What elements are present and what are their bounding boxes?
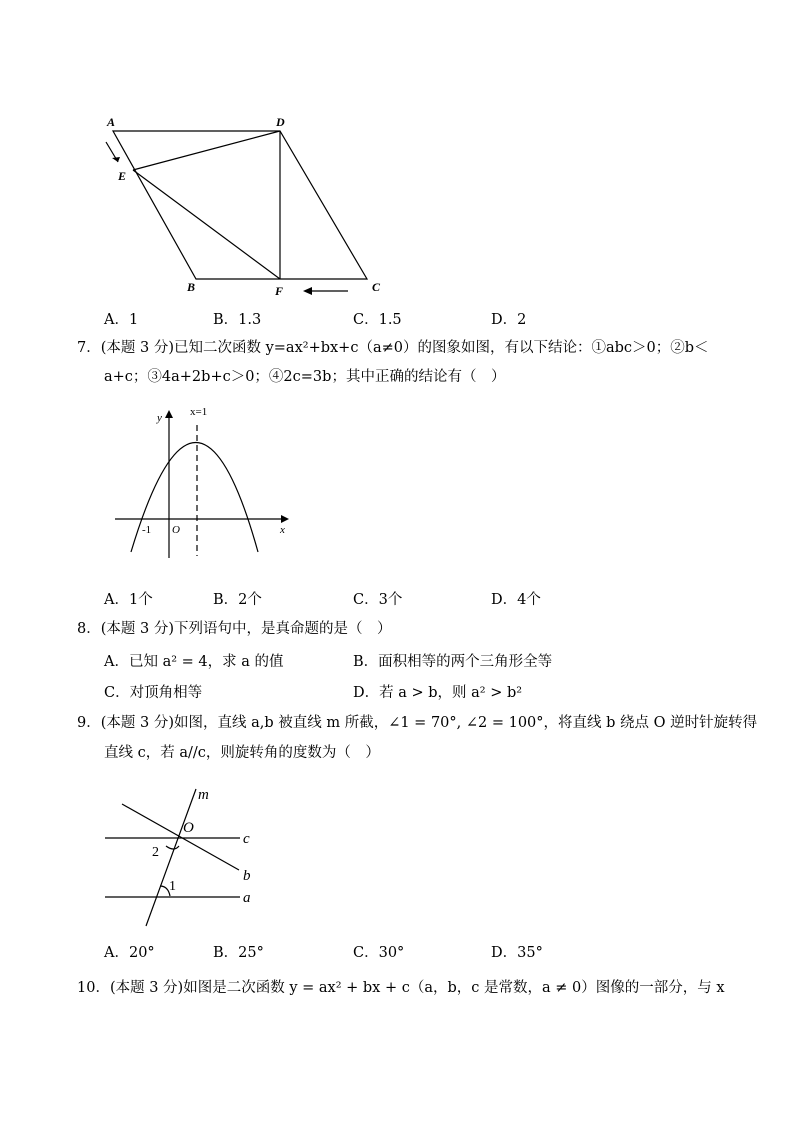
arrowhead-e: [112, 157, 120, 162]
q7-option-a[interactable]: A．1个: [104, 592, 153, 608]
q9-parallel-lines-figure: [100, 783, 265, 928]
q9-stem-line1: 9．(本题 3 分)如图，直线 a,b 被直线 m 所截，∠1 = 70°, ∠2 = 100°，将直线 b 绕点 O 逆时针旋转得: [77, 715, 758, 731]
origin-label: O: [172, 524, 180, 536]
q8-option-c[interactable]: C．对顶角相等: [104, 685, 203, 701]
q9-option-d[interactable]: D．35°: [491, 945, 543, 961]
segment-ef: [133, 170, 280, 279]
q8-stem: 8．(本题 3 分)下列语句中，是真命题的是（ ）: [77, 621, 392, 637]
q9-option-c[interactable]: C．30°: [353, 945, 405, 961]
label-a: a: [243, 890, 251, 906]
q9-option-a[interactable]: A．20°: [104, 945, 155, 961]
q7-stem-line2: a+c；③4a+2b+c＞0；④2c=3b；其中正确的结论有（ ）: [104, 369, 506, 385]
label-c: c: [243, 831, 250, 847]
q9-stem-line2: 直线 c，若 a//c，则旋转角的度数为（ ）: [104, 745, 380, 761]
label-angle-2: 2: [152, 845, 159, 860]
label-A: A: [107, 115, 116, 129]
q6-option-d[interactable]: D．2: [491, 312, 527, 328]
angle-2-arc: [166, 846, 179, 849]
label-m: m: [198, 787, 209, 803]
parallelogram-abcd: [113, 131, 367, 279]
label-E: E: [118, 169, 127, 183]
segment-ed: [133, 131, 280, 170]
label-B: B: [187, 280, 196, 294]
q8-option-d[interactable]: D．若 a > b，则 a² > b²: [353, 685, 523, 701]
x-axis-arrowhead: [281, 515, 289, 523]
q7-option-b[interactable]: B．2个: [213, 592, 262, 608]
q6-option-b[interactable]: B．1.3: [213, 312, 262, 328]
q9-option-b[interactable]: B．25°: [213, 945, 264, 961]
label-angle-1: 1: [169, 879, 176, 894]
q7-option-c[interactable]: C．3个: [353, 592, 403, 608]
label-C: C: [372, 280, 381, 294]
q7-parabola-graph: [110, 405, 295, 565]
label-O: O: [183, 820, 194, 836]
q8-option-a[interactable]: A．已知 a² = 4，求 a 的值: [104, 654, 284, 670]
arrowhead-f: [303, 287, 312, 295]
y-axis-label: y: [157, 412, 162, 424]
label-b: b: [243, 868, 251, 884]
line-b: [122, 804, 239, 870]
q10-stem: 10．(本题 3 分)如图是二次函数 y = ax² + bx + c（a，b，c 是常数，a ≠ 0）图像的一部分，与 x: [77, 980, 725, 996]
q6-figure: [95, 108, 395, 303]
q7-stem-line1: 7．(本题 3 分)已知二次函数 y=ax²+bx+c（a≠0）的图象如图，有以下结论：①abc＞0；②b＜: [77, 340, 709, 356]
q6-option-a[interactable]: A．1: [104, 312, 139, 328]
label-D: D: [276, 115, 285, 129]
q7-option-d[interactable]: D．4个: [491, 592, 541, 608]
x-axis-label: x: [280, 524, 285, 536]
y-axis-arrowhead: [165, 410, 173, 418]
root-label: -1: [142, 524, 152, 536]
q6-option-c[interactable]: C．1.5: [353, 312, 402, 328]
q8-option-b[interactable]: B．面积相等的两个三角形全等: [353, 654, 553, 670]
axis-of-symmetry-label: x=1: [190, 406, 208, 418]
label-F: F: [275, 284, 284, 298]
